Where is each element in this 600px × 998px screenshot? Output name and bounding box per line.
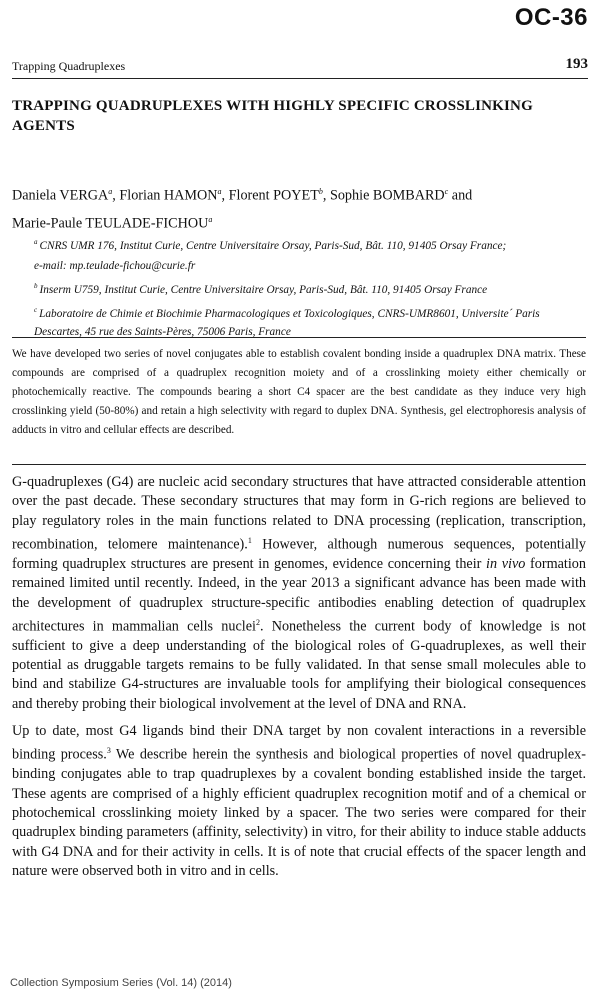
- affiliation-mark: a: [34, 238, 38, 246]
- text-run: We describe herein the synthesis and biological properties of novel quadruplex-binding conjugates able to trap quadruplexes by a covalent bonding established inside the target. These agents are comprised of a highly efficient quadruplex recognition motif and of a chemical or photochemical crosslinking moiety linked by a spacer. The two series were compared for their quadruplex binding parameters (affinity, selectivity) in vitro, for their ability to induce stable adducts with G4 DNA and for their activity in cells. It is of note that crucial effects of the spacer length and nature were observed both in vitro and in cells.: [12, 747, 586, 879]
- text-run: However, although numerous sequences, potentially forming quadruplex structures are present in genomes, evidence concerning their: [12, 536, 586, 572]
- page-footer: Collection Symposium Series (Vol. 14) (2014): [10, 977, 232, 989]
- italic-term: in vivo: [486, 555, 526, 572]
- text-run: . Nonetheless the current body of knowledge is not sufficient to give a deep understanding of the biological roles of G-quadruplexes, as well their potential as druggable targets remains to be fully validated. In that sense small molecules able to bind and stabilize G4-structures are invaluable tools for amplifying their biological consequences and thereby probing their biological involvement at the level of DNA and RNA.: [12, 618, 586, 712]
- author-affiliation-mark: b: [318, 187, 323, 196]
- affiliation-text: CNRS UMR 176, Institut Curie, Centre Universitaire Orsay, Paris-Sud, Bât. 110, 91405 Orsay France;: [39, 239, 507, 252]
- author-separator: and: [448, 187, 473, 204]
- author-separator: ,: [221, 187, 229, 204]
- author-name: Marie-Paule TEULADE-FICHOU: [12, 215, 209, 232]
- running-header: [12, 56, 588, 79]
- author-separator: ,: [322, 187, 330, 204]
- author-affiliation-mark: a: [217, 187, 222, 196]
- affiliation-text: e-mail: mp.teulade-fichou@curie.fr: [34, 259, 196, 272]
- paper-title: TRAPPING QUADRUPLEXES WITH HIGHLY SPECIFIC CROSSLINKING AGENTS: [12, 98, 533, 134]
- citation-mark: 2: [255, 617, 260, 627]
- citation-mark: 3: [106, 746, 111, 756]
- affiliation-text: Laboratoire de Chimie et Biochimie Pharmacologiques et Toxicologiques, CNRS-UMR8601, Universite´ Paris Descartes, 45 rue des Saints-Pères, 75006 Paris, France: [34, 307, 540, 339]
- affiliation-text: Inserm U759, Institut Curie, Centre Universitaire Orsay, Paris-Sud, Bât. 110, 91405 Orsay France: [39, 283, 488, 296]
- affiliation-mark: b: [34, 281, 38, 290]
- body-text: [12, 473, 586, 889]
- author-affiliation-mark: c: [444, 187, 449, 196]
- abstract-text: We have developed two series of novel conjugates able to establish covalent bonding inside a quadruplex DNA matrix. These compounds are comprised of a quadruplex recognition moiety and of a crosslinking moiety either chemically or photochemically reactive. The compounds bearing a short C4 spacer are the best candidate as they induce very high crosslinking yield (50-80%) and retain a high selectivity with regard to duplex DNA. Synthesis, gel electrophoresis analysis of adducts in vitro and cellular effects are described.: [12, 348, 586, 436]
- affiliation-mark: c: [34, 305, 38, 314]
- author-name: Sophie BOMBARD: [329, 187, 445, 204]
- author-list: [12, 180, 586, 235]
- body-paragraph: [12, 722, 586, 881]
- text-run: formation remained limited until recently. Indeed, in the year 2013 a significant advance has been made with the development of quadruplex structure-specific antibodies enabling detection of quadruplex architectures in mammalian cells nuclei: [12, 555, 586, 635]
- author-name: Florent POYET: [228, 187, 319, 204]
- affiliation-item: [34, 233, 586, 256]
- running-title: Trapping Quadruplexes: [12, 59, 126, 73]
- abstract-box: [12, 337, 586, 465]
- text-run: G-quadruplexes (G4) are nucleic acid secondary structures that have attracted considerable attention over the past decade. These secondary structures that may form in G-rich regions are believed to play regulatory roles in the main functions related to DNA processing (replication, transcription, recombination, telomere maintenance).: [12, 474, 586, 553]
- author-name: Florian HAMON: [119, 187, 218, 204]
- page-number: 193: [565, 56, 588, 72]
- paper-code: OC-36: [514, 4, 588, 31]
- affiliation-email: [34, 257, 586, 276]
- affiliation-item: [34, 277, 586, 300]
- author-affiliation-mark: a: [108, 187, 113, 196]
- citation-mark: 1: [247, 535, 252, 545]
- author-name: Daniela VERGA: [12, 187, 109, 204]
- affiliation-list: [34, 233, 586, 343]
- author-separator: ,: [112, 187, 120, 204]
- author-affiliation-mark: a: [208, 214, 213, 224]
- body-paragraph: [12, 473, 586, 714]
- text-run: Up to date, most G4 ligands bind their DNA target by non covalent interactions in a reversible binding process.: [12, 723, 586, 764]
